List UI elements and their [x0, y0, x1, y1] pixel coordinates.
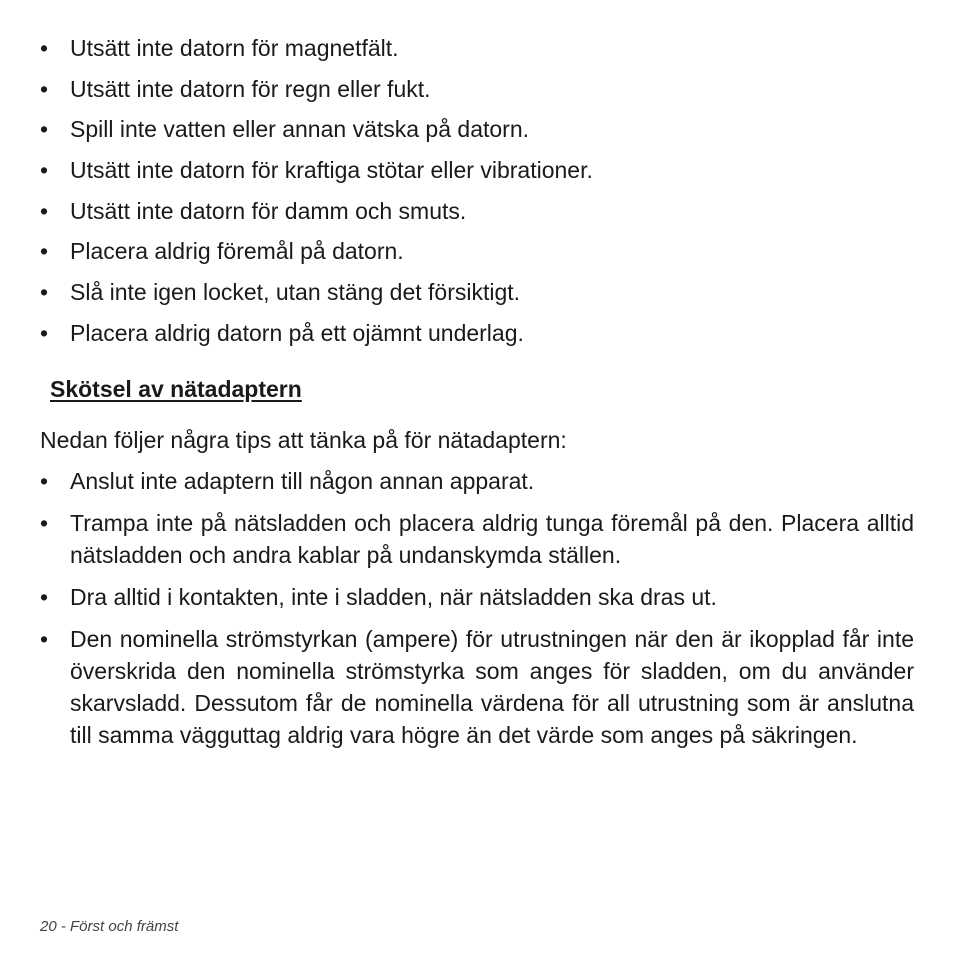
list-item-text: Den nominella strömstyrkan (ampere) för utrustningen när den är ikopplad får inte överskrida den nominella strömstyrka som anges för sladden, om du använder skarvsladd. Dessutom får de nominella värdena för all utrustning som är anslutna till samma vägguttag aldrig vara högre än det värde som anges på säkringen. — [70, 626, 914, 748]
page-footer: 20 - Först och främst — [40, 918, 179, 935]
bullet: • — [40, 626, 49, 652]
list-item-text: Utsätt inte datorn för magnetfält. — [70, 35, 399, 61]
list-item-text: Utsätt inte datorn för damm och smuts. — [70, 197, 467, 224]
list-item-text: Dra alltid i kontakten, inte i sladden, när nätsladden ska dras ut. — [70, 584, 717, 610]
list-item-text: Placera aldrig föremål på datorn. — [70, 238, 404, 265]
list-item-text: Spill inte vatten eller annan vätska på datorn. — [70, 116, 530, 143]
list-item — [40, 195, 914, 227]
bullet: • — [40, 279, 49, 306]
section-intro: Nedan följer några tips att tänka på för nätadaptern: — [40, 427, 567, 453]
bullet: • — [40, 116, 49, 143]
care-tips-list — [40, 32, 914, 358]
list-item — [40, 465, 914, 497]
bullet: • — [40, 238, 49, 265]
list-item-text: Slå inte igen locket, utan stäng det försiktigt. — [70, 279, 521, 306]
bullet: • — [40, 319, 49, 346]
list-item — [40, 276, 914, 308]
list-item — [40, 32, 914, 64]
list-item — [40, 154, 914, 186]
list-item-text: Trampa inte på nätsladden och placera aldrig tunga föremål på den. Placera alltid nätsladden och andra kablar på undanskymda ställen. — [70, 510, 914, 568]
list-item — [40, 235, 914, 267]
list-item — [40, 623, 914, 751]
list-item — [40, 581, 914, 613]
bullet: • — [40, 584, 49, 610]
bullet: • — [40, 157, 49, 184]
adapter-tips-list — [40, 465, 914, 761]
list-item — [40, 317, 914, 349]
list-item — [40, 507, 914, 571]
list-item-text: Utsätt inte datorn för regn eller fukt. — [70, 75, 431, 102]
bullet: • — [40, 35, 49, 61]
bullet: • — [40, 468, 49, 494]
bullet: • — [40, 197, 49, 224]
section-heading: Skötsel av nätadaptern — [50, 376, 302, 402]
list-item — [40, 73, 914, 105]
bullet: • — [40, 510, 49, 536]
list-item-text: Anslut inte adaptern till någon annan apparat. — [70, 468, 535, 494]
list-item-text: Placera aldrig datorn på ett ojämnt underlag. — [70, 319, 524, 346]
bullet: • — [40, 75, 49, 102]
list-item — [40, 113, 914, 145]
list-item-text: Utsätt inte datorn för kraftiga stötar eller vibrationer. — [70, 157, 593, 184]
